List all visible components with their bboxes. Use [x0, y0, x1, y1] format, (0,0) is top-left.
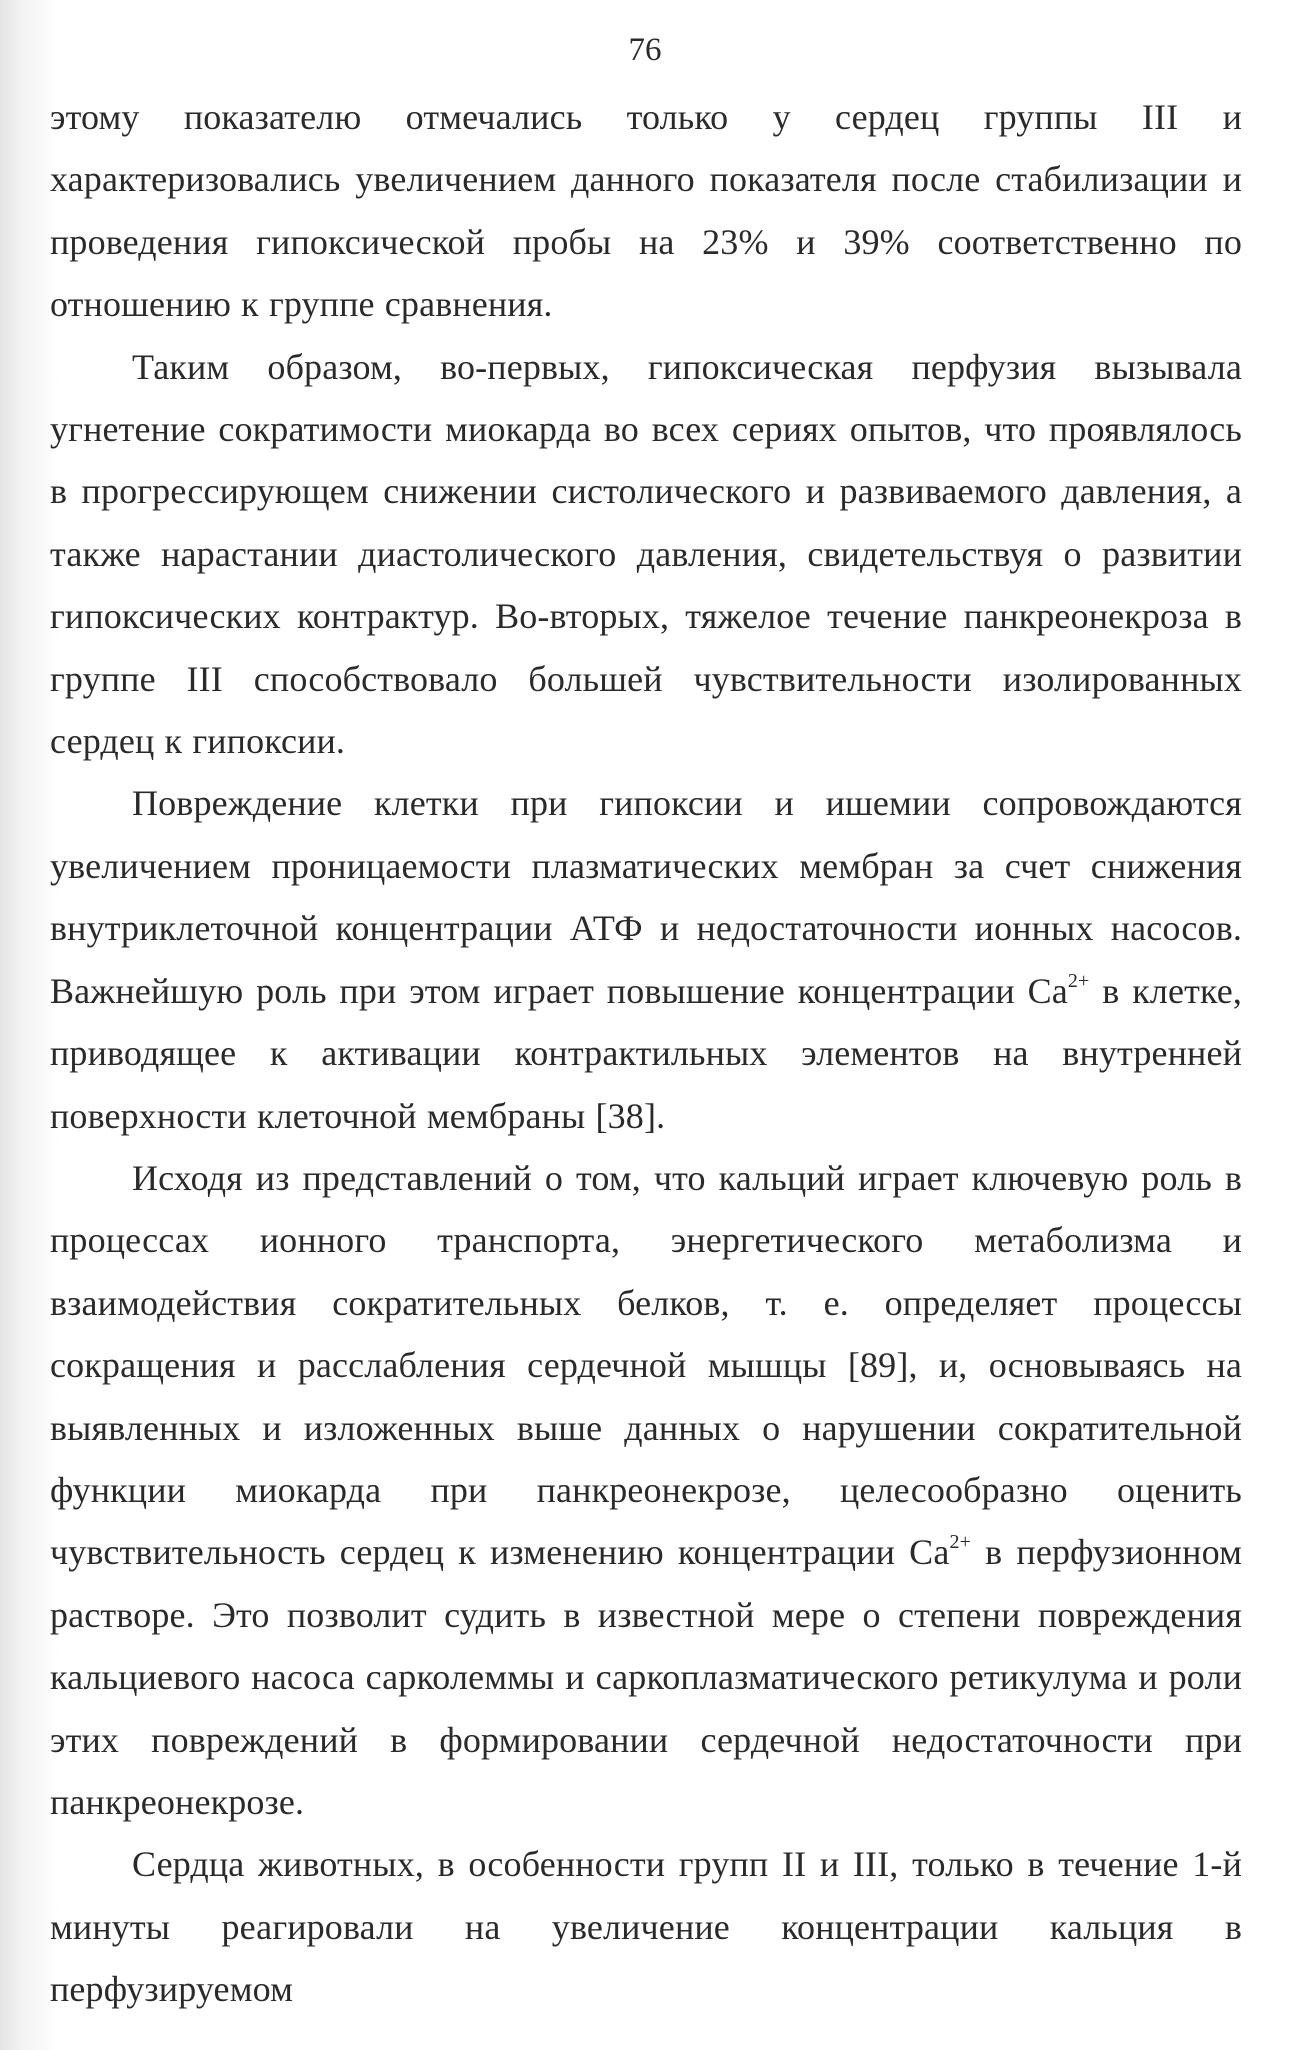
- paragraph-4: [50, 1147, 1242, 1833]
- paragraph-5: Сердца животных, в особенности групп II и III, только в течение 1-й минуты реагировали на увеличение концентрации кальция в перфузируемом: [50, 1844, 1242, 2010]
- paragraph-4-text-after: в перфузионном растворе. Это позволит судить в известной мере о степени повреждения кальциевого насоса сарколеммы и саркоплазматического ретикулума и роли этих повреждений в формировании сердечной недостаточности при панкреонекрозе.: [50, 1532, 1242, 1822]
- paragraph-3-text-before: Повреждение клетки при гипоксии и ишемии сопровождаются увеличением проницаемости плазматических мембран за счет снижения внутриклеточной концентрации АТФ и недостаточности ионных насосов. Важнейшую роль при этом играет повышение концентрации Ca: [50, 783, 1242, 1011]
- paragraph-3: [50, 772, 1242, 1146]
- paragraph-2: Таким образом, во-первых, гипоксическая перфузия вызывала угнетение сократимости миокарда во всех сериях опытов, что проявлялось в прогрессирующем снижении систолического и развиваемого давления, а также нарастании диастолического давления, свидетельствуя о развитии гипоксических контрактур. Во-вторых, тяжелое течение панкреонекроза в группе III способствовало большей чувствительности изолированных сердец к гипоксии.: [50, 346, 1242, 762]
- body-text: [50, 86, 1242, 2021]
- page-number: 76: [628, 32, 662, 68]
- paragraph-4-text-before: Исходя из представлений о том, что кальций играет ключевую роль в процессах ионного транспорта, энергетического метаболизма и взаимодействия сократительных белков, т. е. определяет процессы сокращения и расслабления сердечной мышцы [89], и, основываясь на выявленных и изложенных выше данных о нарушении сократительной функции миокарда при панкреонекрозе, целесообразно оценить чувствительность сердец к изменению концентрации Ca: [50, 1157, 1242, 1573]
- paragraph-1: этому показателю отмечались только у сердец группы III и характеризовались увеличением данного показателя после стабилизации и проведения гипоксической пробы на 23% и 39% соответственно по отношению к группе сравнения.: [50, 97, 1242, 325]
- calcium-ion-charge: 2+: [949, 1531, 972, 1554]
- calcium-ion-charge: 2+: [1067, 969, 1090, 992]
- paragraph-3-text-after: в клетке, приводящее к активации контрактильных элементов на внутренней поверхности клеточной мембраны [38].: [50, 970, 1242, 1136]
